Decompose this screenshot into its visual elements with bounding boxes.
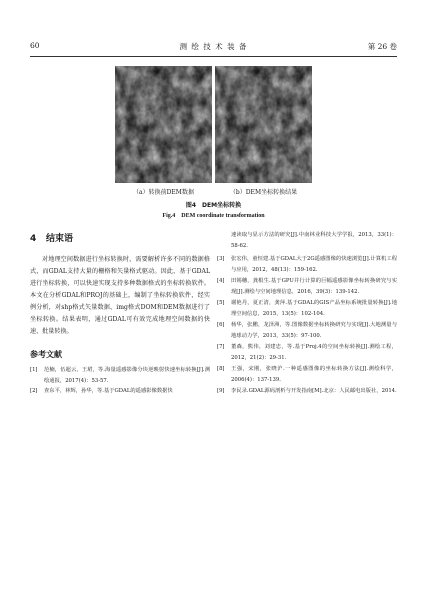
reference-number: [2] xyxy=(30,388,38,394)
reference-number: [6] xyxy=(217,322,225,328)
reference-text: 范楠，伍超云，王珺，等.海量遥感影像分块逆映射快速坐标转换[J].测绘通报，2017(4)：53-57. xyxy=(44,367,210,384)
page-number: 60 xyxy=(30,41,40,50)
journal-title: 测 绘 技 术 装 备 xyxy=(179,42,248,51)
conclusion-paragraph: 对地理空间数据进行坐标转换时，需要解析许多不同的数据格式，而GDAL支持大量的栅格和矢量格式驱动。因此，基于GDAL进行坐标转换，可以快速实现支持多种数据格式的坐标转换软件。本文在分析GDAL和PROJ的基础上，编制了坐标转换软件，经实例分析，对shp格式矢量数据、img格式DOM和DEM数据进行了坐标转换。结果表明，通过GDAL可有效完成地理空间数据的快速、批量转换。 xyxy=(30,256,210,335)
section-number: 4 xyxy=(30,234,37,244)
reference-text: 董森，熊伟，刘建忠，等.基于Proj.4的空间坐标转换[J].测绘工程，2012，21(2)：29-31. xyxy=(231,344,397,361)
reference-number: [3] xyxy=(217,256,225,262)
reference-item xyxy=(217,298,397,319)
header-rule xyxy=(30,56,397,57)
subfigure-b-caption: （b）DEM坐标转换结果 xyxy=(229,189,298,196)
reference-item xyxy=(217,276,397,297)
reference-number: [5] xyxy=(217,300,225,306)
section-heading xyxy=(30,232,210,246)
subfigure-a-caption: （a）转换前DEM数据 xyxy=(133,189,194,196)
reference-text: 张宏伟，童恒建.基于GDAL大于2G遥感图像的快速浏览[J].计算机工程与应用，2012，48(13)：159-162. xyxy=(231,256,397,273)
reference-item xyxy=(30,386,210,397)
dem-before-image xyxy=(115,66,212,183)
reference-number: [4] xyxy=(217,278,225,284)
reference-text: 田锡穗，龚根生.基于GPU并行计算的巨幅遥感影像坐标转换研究与实现[J].测绘与空间地理信息，2016，39(3)：139-142. xyxy=(231,278,397,295)
reference-number: [8] xyxy=(217,366,225,372)
reference-continuation: 速读取与显示方法的研究[J].中南林业科技大学学报，2013，33(1)：58-62. xyxy=(231,232,397,249)
reference-text: 谢艳丹，夏正清，龚萍.基于GDAL的GIS产品坐标系统批量转换[J].地理空间信息，2015，13(5)：102-104. xyxy=(231,300,397,317)
reference-text: 王强，宋刚，张晓沪.一种遥感图像的坐标转换方法[J].测绘科学，2006(4)：137-139. xyxy=(231,366,397,383)
figure-caption-en: Fig.4 DEM coordinate transformation xyxy=(162,213,265,219)
section-title: 结束语 xyxy=(46,234,74,244)
reference-text: 查东平，林辉，孙华，等.基于GDAL的遥感影像数据快 xyxy=(44,388,173,394)
reference-item xyxy=(30,365,210,386)
volume-label: 第 26 卷 xyxy=(367,42,397,51)
page-header xyxy=(0,41,427,53)
reference-item xyxy=(217,386,397,397)
reference-item xyxy=(217,342,397,363)
references-list-right xyxy=(217,254,397,397)
reference-number: [1] xyxy=(30,367,38,373)
reference-text: 李民录.GDAL源码剖析与开发指南[M].北京：人民邮电出版社，2014. xyxy=(231,388,397,394)
reference-item xyxy=(217,364,397,385)
reference-text: 杨华，张鹏，龙泽洲，等.图像数据坐标转换研究与实现[J].大地测量与地球动力学，2013，33(5)：97-100. xyxy=(231,322,397,339)
left-column xyxy=(30,230,210,397)
references-list-left xyxy=(30,365,210,397)
references-heading: 参考文献 xyxy=(30,350,62,359)
dem-after-image xyxy=(215,66,312,183)
reference-number: [9] xyxy=(217,388,225,394)
reference-item xyxy=(217,254,397,275)
reference-item xyxy=(217,320,397,341)
figure-caption-cn: 图4 DEM坐标转换 xyxy=(185,202,242,209)
right-column xyxy=(217,230,397,398)
reference-number: [7] xyxy=(217,344,225,350)
